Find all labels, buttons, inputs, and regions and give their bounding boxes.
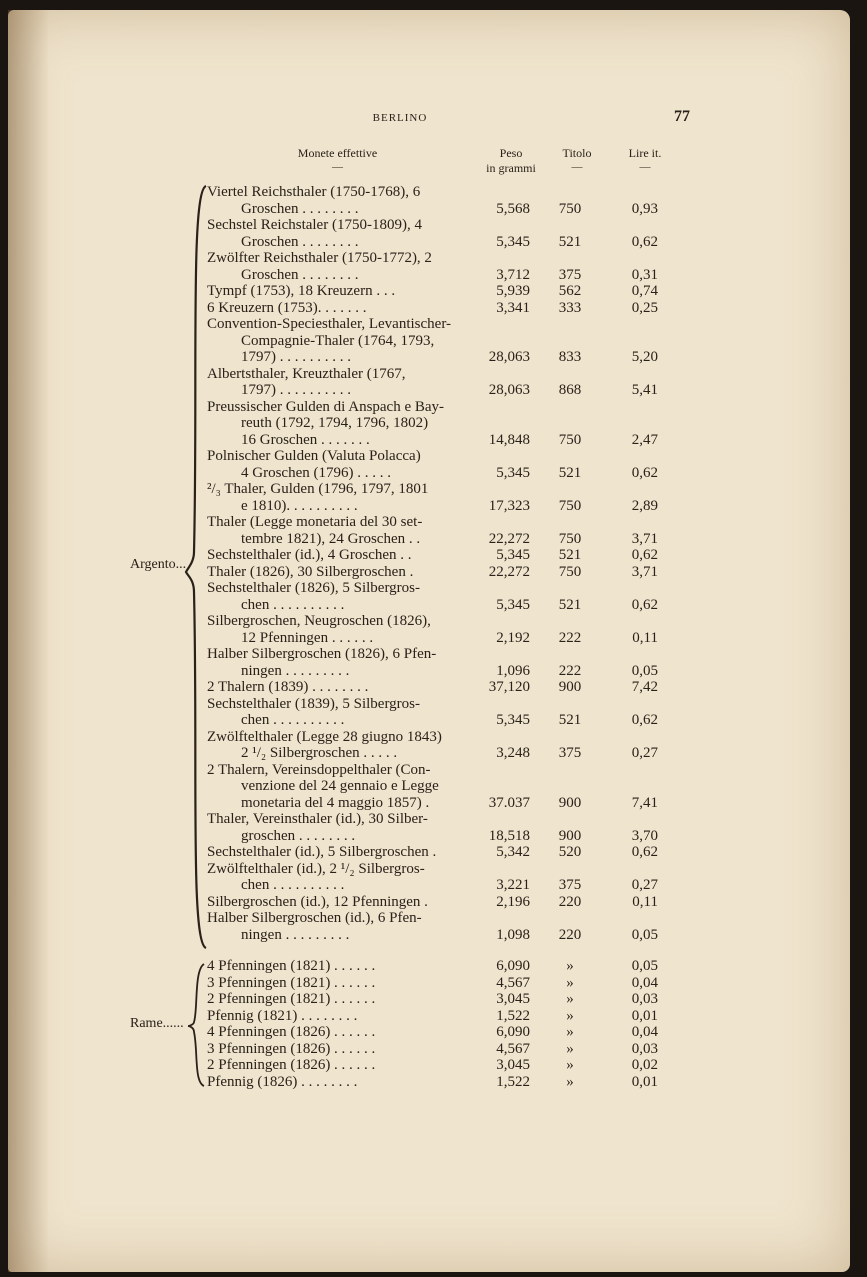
coin-description-line: 4 Groschen (1796) . . . . . xyxy=(241,464,391,481)
coin-description-line: ningen . . . . . . . . . xyxy=(241,662,350,679)
coin-description xyxy=(207,283,475,300)
coin-description xyxy=(207,316,475,366)
titolo-value: 521 xyxy=(558,712,582,728)
coin-description xyxy=(207,646,475,679)
coin-description-line: Viertel Reichsthaler (1750-1768), 6 xyxy=(207,184,421,200)
lire-value: 0,62 xyxy=(631,547,658,563)
coin-description-line: 2 Thalern (1839) . . . . . . . . xyxy=(207,679,369,695)
lire-value: 5,20 xyxy=(631,349,658,365)
peso-value: 1,096 xyxy=(496,662,530,679)
coin-description-line: 3 Pfenningen (1821) . . . . . . xyxy=(207,974,376,991)
titolo-value: 222 xyxy=(558,662,582,679)
titolo-value: 220 xyxy=(558,893,582,910)
coin-description-line: Halber Silbergroschen (id.), 6 Pfen- xyxy=(207,910,422,926)
peso-value: 3,045 xyxy=(496,1057,530,1073)
group-label-rame: Rame...... xyxy=(130,1016,184,1031)
lire-value: 0,03 xyxy=(631,991,658,1007)
titolo-value: » xyxy=(566,1040,574,1057)
titolo-value: 220 xyxy=(558,926,582,943)
coin-description-line: Pfennig (1826) . . . . . . . . xyxy=(207,1073,358,1090)
coin-description-line: e 1810). . . . . . . . . . xyxy=(241,497,358,514)
titolo-value: 750 xyxy=(558,530,582,547)
coin-description-line: reuth (1792, 1794, 1796, 1802) xyxy=(241,415,429,431)
coin-description-line: Thaler, Vereinsthaler (id.), 30 Silber- xyxy=(207,811,428,827)
lire-value: 0,04 xyxy=(631,1024,658,1040)
coin-description xyxy=(207,1008,475,1025)
lire-value: 0,03 xyxy=(631,1040,658,1057)
titolo-value: 222 xyxy=(558,629,582,646)
coin-description-line: 1797) . . . . . . . . . . xyxy=(241,349,351,365)
lire-value: 2,47 xyxy=(631,431,658,448)
coin-description-line: ningen . . . . . . . . . xyxy=(241,926,350,943)
coin-description xyxy=(207,729,475,762)
peso-value: 4,567 xyxy=(496,974,530,991)
lire-value: 0,01 xyxy=(631,1007,658,1024)
peso-value: 14,848 xyxy=(488,431,530,448)
coin-description xyxy=(207,958,475,975)
coin-description-line: Albertsthaler, Kreuzthaler (1767, xyxy=(207,365,406,382)
peso-value: 1,522 xyxy=(496,1073,530,1090)
coin-description-line: Zwölfter Reichsthaler (1750-1772), 2 xyxy=(207,250,432,266)
coin-description xyxy=(207,844,475,861)
lire-value: 0,25 xyxy=(631,299,658,316)
titolo-value: 750 xyxy=(558,497,582,514)
peso-value: 2,196 xyxy=(496,893,530,910)
coin-description xyxy=(207,399,475,449)
lire-value: 3,71 xyxy=(631,563,658,580)
lire-value: 0,62 xyxy=(631,464,658,481)
titolo-value: 521 xyxy=(558,596,582,613)
column-header-peso: Peso in grammi xyxy=(486,146,536,175)
peso-value: 5,345 xyxy=(496,712,530,728)
peso-value: 22,272 xyxy=(488,563,530,580)
peso-value: 5,345 xyxy=(496,596,530,613)
coin-description-line: Sechstelthaler (id.), 4 Groschen . . xyxy=(207,547,412,563)
coin-description-line: 2 Thalern, Vereinsdoppelthaler (Con- xyxy=(207,761,431,778)
titolo-value: 375 xyxy=(558,877,582,893)
coin-description xyxy=(207,217,475,250)
peso-value: 37,120 xyxy=(488,679,530,695)
lire-value: 0,11 xyxy=(632,893,658,910)
coin-description-line: groschen . . . . . . . . xyxy=(241,827,356,844)
coin-description-line: 12 Pfenningen . . . . . . xyxy=(241,629,374,646)
titolo-value: 521 xyxy=(558,464,582,481)
lire-value: 3,71 xyxy=(631,530,658,547)
coin-description xyxy=(207,975,475,992)
coin-description xyxy=(207,514,475,547)
peso-value: 17,323 xyxy=(488,497,530,514)
coin-description xyxy=(207,861,475,894)
peso-value: 3,221 xyxy=(496,877,530,893)
coin-description-line: 4 Pfenningen (1821) . . . . . . xyxy=(207,958,376,974)
coin-description-line: Tympf (1753), 18 Kreuzern . . . xyxy=(207,283,396,299)
peso-value: 1,522 xyxy=(496,1007,530,1024)
titolo-value: » xyxy=(566,974,574,991)
coin-description xyxy=(207,991,475,1008)
coin-description-line: Zwölftelthaler (Legge 28 giugno 1843) xyxy=(207,728,442,745)
titolo-value: 900 xyxy=(558,679,582,695)
peso-value: 22,272 xyxy=(488,530,530,547)
titolo-value: » xyxy=(566,1024,574,1040)
coin-description-line: chen . . . . . . . . . . xyxy=(241,596,345,613)
coin-description xyxy=(207,696,475,729)
lire-value: 3,70 xyxy=(631,827,658,844)
coin-description-line: 16 Groschen . . . . . . . xyxy=(241,431,370,448)
lire-value: 0,31 xyxy=(631,266,658,283)
peso-value: 5,345 xyxy=(496,547,530,563)
coin-description-line: Halber Silbergroschen (1826), 6 Pfen- xyxy=(207,646,437,662)
coin-description-line: Polnischer Gulden (Valuta Polacca) xyxy=(207,448,421,464)
group-label-argento: Argento... xyxy=(130,557,187,572)
column-header-description: Monete effettive — xyxy=(297,146,378,173)
peso-value: 3,248 xyxy=(496,745,530,761)
lire-value: 7,41 xyxy=(631,794,658,811)
coin-description xyxy=(207,613,475,646)
titolo-value: 375 xyxy=(558,745,582,761)
coin-description-line: 2 Pfenningen (1826) . . . . . . xyxy=(207,1057,376,1073)
page-number: 77 xyxy=(674,108,690,125)
coin-description-line: Groschen . . . . . . . . xyxy=(241,266,359,283)
titolo-value: 750 xyxy=(558,431,582,448)
coin-description-line: Pfennig (1821) . . . . . . . . xyxy=(207,1007,358,1024)
titolo-value: » xyxy=(566,1073,574,1090)
coin-description-line: 4 Pfenningen (1826) . . . . . . xyxy=(207,1024,376,1040)
coin-description-line: Sechstelthaler (1826), 5 Silbergros- xyxy=(207,580,421,596)
titolo-value: 900 xyxy=(558,827,582,844)
column-header-lire: Lire it. — xyxy=(628,146,662,173)
peso-value: 3,045 xyxy=(496,991,530,1007)
lire-value: 0,93 xyxy=(631,200,658,217)
lire-value: 0,27 xyxy=(631,745,658,761)
coin-description-line: 3 Pfenningen (1826) . . . . . . xyxy=(207,1040,376,1057)
peso-value: 1,098 xyxy=(496,926,530,943)
peso-value: 5,342 xyxy=(496,844,530,860)
peso-value: 5,345 xyxy=(496,464,530,481)
titolo-value: 521 xyxy=(558,233,582,250)
titolo-value: 750 xyxy=(558,563,582,580)
coin-description xyxy=(207,811,475,844)
coin-description-line: chen . . . . . . . . . . xyxy=(241,712,345,728)
coin-description-line: 2 Pfenningen (1821) . . . . . . xyxy=(207,991,376,1007)
peso-value: 28,063 xyxy=(488,382,530,398)
lire-value: 0,62 xyxy=(631,844,658,860)
coin-description-line: Groschen . . . . . . . . xyxy=(241,233,359,250)
coin-description-line: venzione del 24 gennaio e Legge xyxy=(241,778,439,794)
coin-description-line: Sechstelthaler (id.), 5 Silbergroschen . xyxy=(207,844,437,860)
coin-description-line: tembre 1821), 24 Groschen . . xyxy=(241,530,421,547)
lire-value: 0,27 xyxy=(631,877,658,893)
coin-description-line: Thaler (Legge monetaria del 30 set- xyxy=(207,514,423,530)
coin-description-line: monetaria del 4 maggio 1857) . xyxy=(241,794,430,811)
titolo-value: » xyxy=(566,958,574,974)
titolo-value: 333 xyxy=(558,299,582,316)
coin-description-line: chen . . . . . . . . . . xyxy=(241,877,345,893)
coin-description xyxy=(207,1024,475,1041)
peso-value: 4,567 xyxy=(496,1040,530,1057)
peso-value: 5,939 xyxy=(496,283,530,299)
column-header-titolo: Titolo — xyxy=(562,146,592,173)
peso-value: 37.037 xyxy=(488,794,530,811)
lire-value: 0,01 xyxy=(631,1073,658,1090)
coin-description-line: Groschen . . . . . . . . xyxy=(241,200,359,217)
peso-value: 6,090 xyxy=(496,1024,530,1040)
peso-value: 2,192 xyxy=(496,629,530,646)
coin-description-line: Compagnie-Thaler (1764, 1793, xyxy=(241,332,435,349)
titolo-value: 520 xyxy=(558,844,582,860)
coin-description xyxy=(207,1057,475,1074)
titolo-value: 900 xyxy=(558,794,582,811)
coin-description xyxy=(207,481,475,514)
titolo-value: 868 xyxy=(558,382,582,398)
peso-value: 6,090 xyxy=(496,958,530,974)
coin-description xyxy=(207,250,475,283)
lire-value: 0,62 xyxy=(631,233,658,250)
titolo-value: » xyxy=(566,991,574,1007)
lire-value: 0,62 xyxy=(631,596,658,613)
coin-description xyxy=(207,1074,475,1091)
coin-description-line: Sechstelthaler (1839), 5 Silbergros- xyxy=(207,695,421,712)
peso-value: 3,341 xyxy=(496,299,530,316)
peso-value: 5,345 xyxy=(496,233,530,250)
coin-description-line: Convention-Speciesthaler, Levantischer- xyxy=(207,316,452,332)
lire-value: 0,04 xyxy=(631,974,658,991)
coin-description xyxy=(207,580,475,613)
coin-description-line: 6 Kreuzern (1753). . . . . . . xyxy=(207,299,367,316)
lire-value: 5,41 xyxy=(631,382,658,398)
coin-description-line: 1797) . . . . . . . . . . xyxy=(241,382,351,398)
titolo-value: 833 xyxy=(558,349,582,365)
coin-description xyxy=(207,679,475,696)
peso-value: 3,712 xyxy=(496,266,530,283)
titolo-value: » xyxy=(566,1057,574,1073)
titolo-value: 375 xyxy=(558,266,582,283)
titolo-value: 750 xyxy=(558,200,582,217)
lire-value: 0,74 xyxy=(631,283,658,299)
coin-description-line: Thaler (1826), 30 Silbergroschen . xyxy=(207,563,414,580)
coin-description xyxy=(207,910,475,943)
coin-description xyxy=(207,448,475,481)
coin-description-line: Zwölftelthaler (id.), 2 ¹/₂ Silbergros- xyxy=(207,860,425,877)
lire-value: 0,11 xyxy=(632,629,658,646)
lire-value: 2,89 xyxy=(631,497,658,514)
coin-description xyxy=(207,547,475,564)
running-title: BERLINO xyxy=(372,112,428,124)
page-binding-shadow xyxy=(8,10,48,1272)
coin-description-line: ²/₃ Thaler, Gulden (1796, 1797, 1801 xyxy=(207,481,429,497)
lire-value: 0,05 xyxy=(631,662,658,679)
peso-value: 18,518 xyxy=(488,827,530,844)
coin-description xyxy=(207,184,475,217)
lire-value: 0,02 xyxy=(631,1057,658,1073)
peso-value: 5,568 xyxy=(496,200,530,217)
coin-description xyxy=(207,894,475,911)
coin-description-line: Silbergroschen (id.), 12 Pfenningen . xyxy=(207,893,428,910)
lire-value: 7,42 xyxy=(631,679,658,695)
coin-description xyxy=(207,762,475,812)
coin-description-line: Silbergroschen, Neugroschen (1826), xyxy=(207,613,431,629)
titolo-value: 521 xyxy=(558,547,582,563)
coin-description xyxy=(207,300,475,317)
titolo-value: » xyxy=(566,1007,574,1024)
coin-description-line: Preussischer Gulden di Anspach e Bay- xyxy=(207,398,445,415)
titolo-value: 562 xyxy=(558,283,582,299)
peso-value: 28,063 xyxy=(488,349,530,365)
coin-description-line: 2 ¹/₂ Silbergroschen . . . . . xyxy=(241,745,398,761)
coin-description xyxy=(207,564,475,581)
coin-description-line: Sechstel Reichstaler (1750-1809), 4 xyxy=(207,217,422,233)
coin-description xyxy=(207,366,475,399)
lire-value: 0,05 xyxy=(631,958,658,974)
lire-value: 0,05 xyxy=(631,926,658,943)
lire-value: 0,62 xyxy=(631,712,658,728)
coin-description xyxy=(207,1041,475,1058)
